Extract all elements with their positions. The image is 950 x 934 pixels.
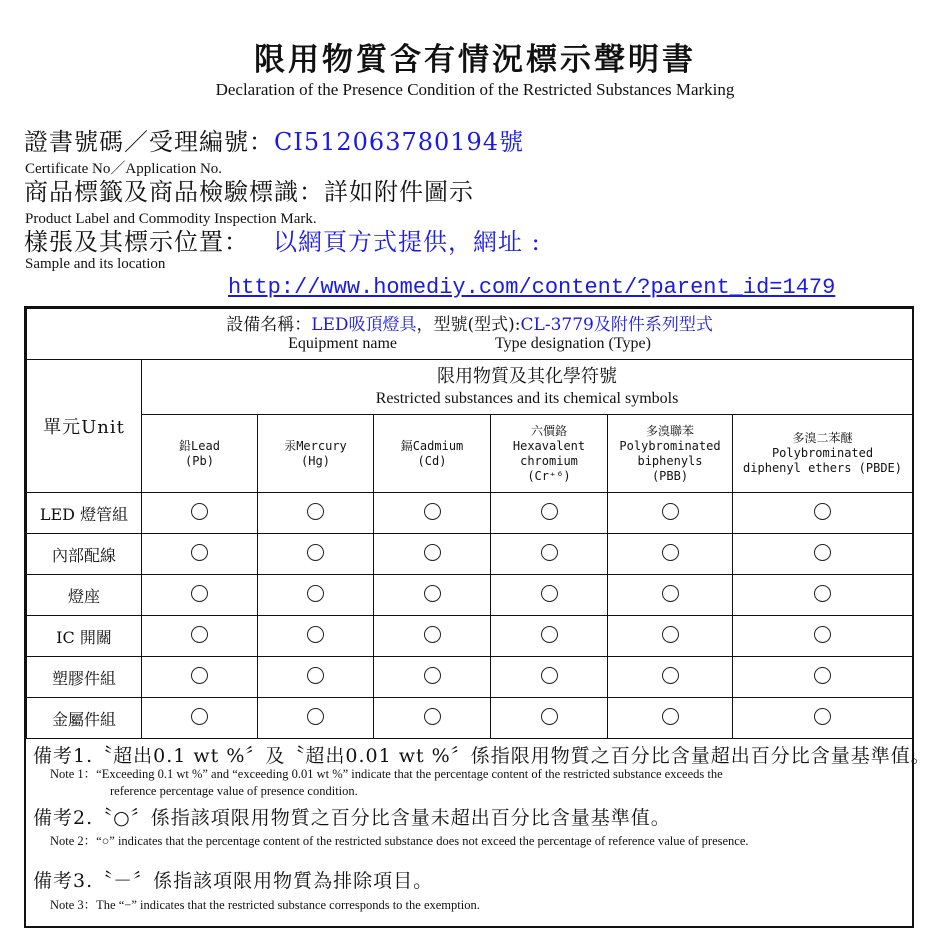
mark-cell — [491, 534, 608, 575]
substance-header — [491, 415, 608, 493]
note-2-zh: 備考2.〝○〞係指該項限用物質之百分比含量未超出百分比含量基準值。 — [33, 807, 671, 829]
substance-header-line4: (PBB) — [651, 468, 689, 483]
sample-line — [24, 227, 541, 257]
table-row — [27, 575, 913, 616]
circle-mark-icon — [424, 626, 441, 643]
circle-mark-icon — [662, 544, 679, 561]
circle-mark-icon — [307, 544, 324, 561]
circle-mark-icon — [424, 544, 441, 561]
table-row — [27, 698, 913, 739]
mark-cell — [491, 493, 608, 534]
type-designation: CL-3779及附件系列型式 — [520, 315, 713, 335]
circle-mark-icon — [191, 708, 208, 725]
note-2-en: Note 2：“○” indicates that the percentage content of the restricted substance does not exceed the percentage of reference value of presence. — [50, 834, 749, 848]
mark-cell — [608, 616, 733, 657]
circle-mark-icon — [307, 585, 324, 602]
type-designation-en: Type designation (Type) — [494, 335, 651, 352]
substance-header-line3: biphenyls — [637, 453, 703, 468]
mark-cell — [142, 575, 258, 616]
mark-cell — [733, 698, 913, 739]
circle-mark-icon — [424, 585, 441, 602]
mark-cell — [608, 575, 733, 616]
unit-name: LED 燈管組 — [27, 493, 142, 534]
mark-cell — [142, 493, 258, 534]
mark-cell — [374, 575, 491, 616]
substance-header-line2: (Hg) — [301, 453, 330, 468]
sample-value: 以網頁方式提供，網址 : — [273, 228, 541, 256]
note-1-en-line-1: Note 1：“Exceeding 0.1 wt %” and “exceeding 0.01 wt %” indicate that the percentage content of the restricted substance exceeds the — [50, 767, 723, 781]
restricted-header — [142, 360, 913, 415]
circle-mark-icon — [662, 667, 679, 684]
mark-cell — [608, 657, 733, 698]
substance-header-line1: 汞Mercury — [284, 438, 347, 453]
mark-cell — [258, 493, 374, 534]
sample-label-en: Sample and its location — [25, 256, 166, 272]
mark-cell — [142, 657, 258, 698]
mark-cell — [142, 534, 258, 575]
mark-cell — [608, 493, 733, 534]
unit-name: 塑膠件組 — [27, 657, 142, 698]
mark-cell — [733, 575, 913, 616]
substance-header-line2: (Cd) — [417, 453, 447, 468]
circle-mark-icon — [814, 626, 831, 643]
circle-mark-icon — [307, 667, 324, 684]
mark-cell — [491, 575, 608, 616]
mark-cell — [491, 616, 608, 657]
circle-mark-icon — [191, 503, 208, 520]
unit-name: IC 開關 — [27, 616, 142, 657]
unit-name: 金屬件組 — [27, 698, 142, 739]
substance-header-line4: (Cr⁺⁶) — [527, 468, 571, 483]
mark-cell — [491, 698, 608, 739]
circle-mark-icon — [814, 667, 831, 684]
substance-header-line2: Polybrominated — [619, 438, 721, 453]
mark-cell — [142, 698, 258, 739]
circle-mark-icon — [662, 708, 679, 725]
substance-header-line3: diphenyl ethers (PBDE) — [743, 461, 902, 475]
note-3-en: Note 3：The “−” indicates that the restricted substance corresponds to the exemption. — [50, 898, 480, 912]
circle-mark-icon — [662, 503, 679, 520]
circle-mark-icon — [541, 708, 558, 725]
substance-header — [142, 415, 258, 493]
product-label-line: 商品標籤及商品檢驗標識：詳如附件圖示 — [24, 178, 474, 206]
restricted-header-en: Restricted substances and its chemical symbols — [375, 390, 679, 407]
substance-header-line2: (Pb) — [185, 453, 214, 468]
substance-header — [258, 415, 374, 493]
website-link[interactable]: http://www.homediy.com/content/?parent_id=1479 — [228, 275, 836, 300]
circle-mark-icon — [814, 585, 831, 602]
mark-cell — [258, 616, 374, 657]
substance-header — [733, 415, 913, 493]
circle-mark-icon — [191, 585, 208, 602]
unit-name: 燈座 — [27, 575, 142, 616]
certificate-line — [24, 127, 524, 157]
substance-header-line3: chromium — [520, 453, 578, 468]
note-3-zh: 備考3.〝－〞係指該項限用物質為排除項目。 — [33, 870, 434, 892]
mark-cell — [733, 493, 913, 534]
restricted-header-zh: 限用物質及其化學符號 — [437, 366, 618, 387]
substance-header — [374, 415, 491, 493]
circle-mark-icon — [424, 503, 441, 520]
circle-mark-icon — [307, 503, 324, 520]
mark-cell — [374, 657, 491, 698]
substance-table — [26, 308, 913, 739]
circle-mark-icon — [541, 503, 558, 520]
substance-header-line1: 鎘Cadmium — [400, 438, 464, 453]
mark-cell — [258, 575, 374, 616]
substance-header-line1: 多溴二苯醚 — [792, 431, 853, 445]
circle-mark-icon — [307, 626, 324, 643]
mark-cell — [374, 534, 491, 575]
mark-cell — [608, 698, 733, 739]
sample-label: 樣張及其標示位置： — [24, 228, 249, 256]
substance-header-line1: 鉛Lead — [179, 438, 220, 453]
mark-cell — [374, 698, 491, 739]
circle-mark-icon — [814, 544, 831, 561]
substance-header — [608, 415, 733, 493]
circle-mark-icon — [814, 503, 831, 520]
circle-mark-icon — [814, 708, 831, 725]
table-row — [27, 616, 913, 657]
certificate-label: 證書號碼／受理編號： — [24, 128, 274, 156]
certificate-number: CI512063780194號 — [274, 128, 525, 156]
circle-mark-icon — [662, 626, 679, 643]
mark-cell — [491, 657, 608, 698]
equipment-cell — [27, 309, 913, 360]
certificate-label-en: Certificate No／Application No. — [25, 161, 223, 177]
mark-cell — [733, 657, 913, 698]
mark-cell — [374, 493, 491, 534]
table-row — [27, 493, 913, 534]
circle-mark-icon — [191, 626, 208, 643]
substance-header-line2: Hexavalent — [512, 438, 586, 453]
circle-mark-icon — [191, 544, 208, 561]
mark-cell — [733, 616, 913, 657]
table-row — [27, 534, 913, 575]
table-row — [27, 657, 913, 698]
circle-mark-icon — [424, 708, 441, 725]
circle-mark-icon — [307, 708, 324, 725]
mark-cell — [258, 657, 374, 698]
circle-mark-icon — [424, 667, 441, 684]
substance-header-line1: 多溴聯苯 — [645, 423, 694, 438]
mark-cell — [374, 616, 491, 657]
circle-mark-icon — [541, 667, 558, 684]
equipment-name-en: Equipment name — [288, 335, 397, 352]
document-subtitle: Declaration of the Presence Condition of the Restricted Substances Marking — [215, 80, 735, 99]
mark-cell — [258, 534, 374, 575]
circle-mark-icon — [541, 585, 558, 602]
document-title: 限用物質含有情況標示聲明書 — [254, 42, 696, 78]
substance-header-line1: 六價鉻 — [530, 423, 567, 438]
product-label-en: Product Label and Commodity Inspection Mark. — [25, 211, 317, 227]
equipment-prefix: 設備名稱： — [226, 315, 312, 335]
type-prefix: ，型號(型式): — [416, 315, 521, 335]
note-1-zh: 備考1.〝超出0.1 wt %〞及〝超出0.01 wt %〞係指限用物質之百分比含量超出百分比含量基準值。 — [33, 745, 931, 767]
equipment-name: LED吸頂燈具 — [311, 315, 417, 335]
circle-mark-icon — [541, 626, 558, 643]
substance-header-line2: Polybrominated — [771, 446, 874, 460]
circle-mark-icon — [191, 667, 208, 684]
circle-mark-icon — [541, 544, 558, 561]
unit-name: 內部配線 — [27, 534, 142, 575]
unit-header: 單元Unit — [27, 360, 142, 493]
mark-cell — [608, 534, 733, 575]
circle-mark-icon — [662, 585, 679, 602]
mark-cell — [733, 534, 913, 575]
mark-cell — [258, 698, 374, 739]
mark-cell — [142, 616, 258, 657]
note-1-en-line-2: reference percentage value of presence condition. — [110, 784, 358, 798]
